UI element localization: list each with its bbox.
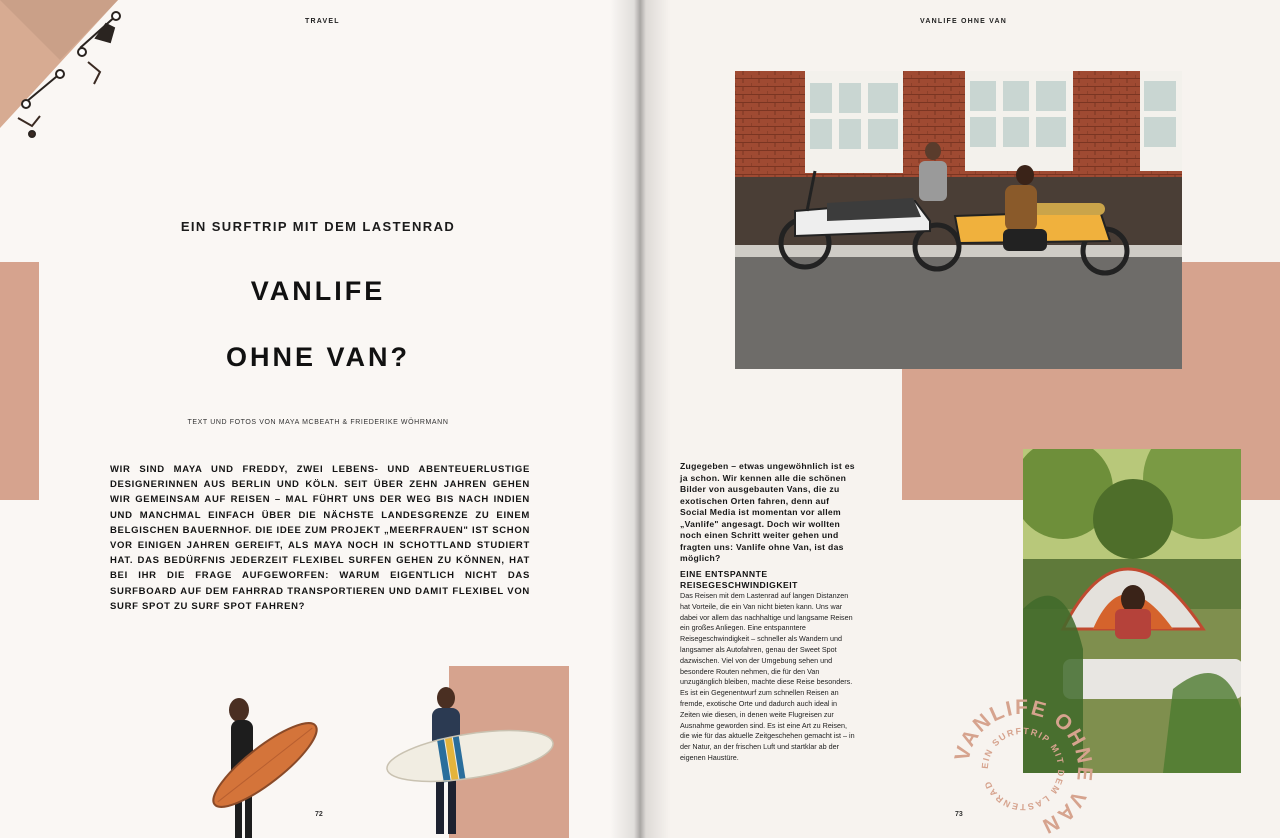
corner-illustration bbox=[0, 0, 130, 140]
intro-paragraph: WIR SIND MAYA UND FREDDY, ZWEI LEBENS- UND ABENTEUERLUSTIGE DESIGNERINNEN AUS BERLIN UND KÖLN. SEIT ÜBER ZEHN JAHREN GEHEN WIR GEMEINSAM AUF REISEN – MAL FÜHRT UNS DER WEG BIS NACH INDIEN UND MANCHMAL EINFACH ÜBER DIE NÄCHSTE LANDESGRENZE ZU EINEM BELGISCHEN BAUERNHOF. DIE IDEE ZUM PROJEKT „MEERFRAUEN" IST SCHON VOR EINIGEN JAHREN GEREIFT, ALS MAYA NOCH IN SCHOTTLAND STUDIERT HAT. DAS BEDÜRFNIS JEDERZEIT FLEXIBEL SURFEN GEHEN ZU KÖNNEN, HAT BEI IHR DIE FRAGE AUFGEWORFEN: WARUM EIGENTLICH NICHT DAS SURFBOARD AUF DEM FAHRRAD TRANSPORTIEREN UND DAMIT FLEXIBEL VON SURF SPOT ZU SURF SPOT FAHREN? bbox=[110, 464, 531, 612]
cargo-bike-photo bbox=[735, 71, 1182, 369]
circular-stamp bbox=[948, 694, 1098, 838]
headline-line-1: VANLIFE bbox=[250, 276, 386, 306]
running-head-right: VANLIFE OHNE VAN bbox=[920, 18, 1007, 25]
svg-text:VANLIFE OHNE VAN bbox=[951, 696, 1097, 838]
stamp-inner-text: EIN SURFTRIP MIT DEM LASTENRAD bbox=[979, 725, 1067, 813]
surfer-figure-2 bbox=[384, 684, 564, 834]
page-number-left: 72 bbox=[315, 811, 323, 818]
book-gutter-shadow bbox=[610, 0, 670, 838]
page-number-right: 73 bbox=[955, 811, 963, 818]
stamp-outer-text: VANLIFE OHNE VAN bbox=[950, 695, 1097, 838]
body-column: Das Reisen mit dem Lastenrad auf langen Distanzen hat Vorteile, die ein Van nicht bieten kann. Uns war dabei vor allem das nachhaltige und langsame Reisen ein großes Anliegen. Eine entspanntere Reisegeschwindigkeit – schneller als Wandern und langsamer als Autofahren, genau der Sweet Spot dazwischen. Viel von der Umgebung sehen und besondere Routen nehmen, die für den Van unzugänglich bleiben, machte diese Reise besonders. Es ist ein Gegenentwurf zum schnellen Reisen an fremde, exotische Orte und dadurch auch ideal in Zeiten wie diesen, in denen weite Flugreisen zur Ausnahme geworden sind. Es ist eine Art zu Reisen, die wie für das aktuelle Zeitgeschehen gemacht ist – in der Natur, an der frischen Luft und startklar ab der eigenen Haustüre. bbox=[680, 591, 855, 762]
author-credit: TEXT UND FOTOS VON MAYA MCBEATH & FRIEDERIKE WÖHRMANN bbox=[187, 419, 449, 426]
right-page bbox=[640, 0, 1280, 838]
headline-line-2: OHNE VAN? bbox=[225, 342, 410, 372]
running-head-left: TRAVEL bbox=[305, 18, 340, 25]
intro-column: Zugegeben – etwas ungewöhnlich ist es ja schon. Wir kennen alle die schönen Bilder von ausgebauten Vans, die zu exotischen Orten fahren, denn auf Social Media ist momentan vor allem „Vanlife" angesagt. Doch wir wollten noch einen Schritt weiter gehen und fragten uns: Vanlife ohne Van, ist das möglich? bbox=[680, 461, 855, 563]
kicker: EIN SURFTRIP MIT DEM LASTENRAD bbox=[180, 219, 456, 234]
svg-text:EIN SURFTRIP MIT DEM LASTENRAD bbox=[980, 726, 1066, 812]
section-subheading: EINE ENTSPANNTE REISEGESCHWINDIGKEIT bbox=[680, 569, 798, 590]
accent-block-left bbox=[0, 262, 39, 500]
